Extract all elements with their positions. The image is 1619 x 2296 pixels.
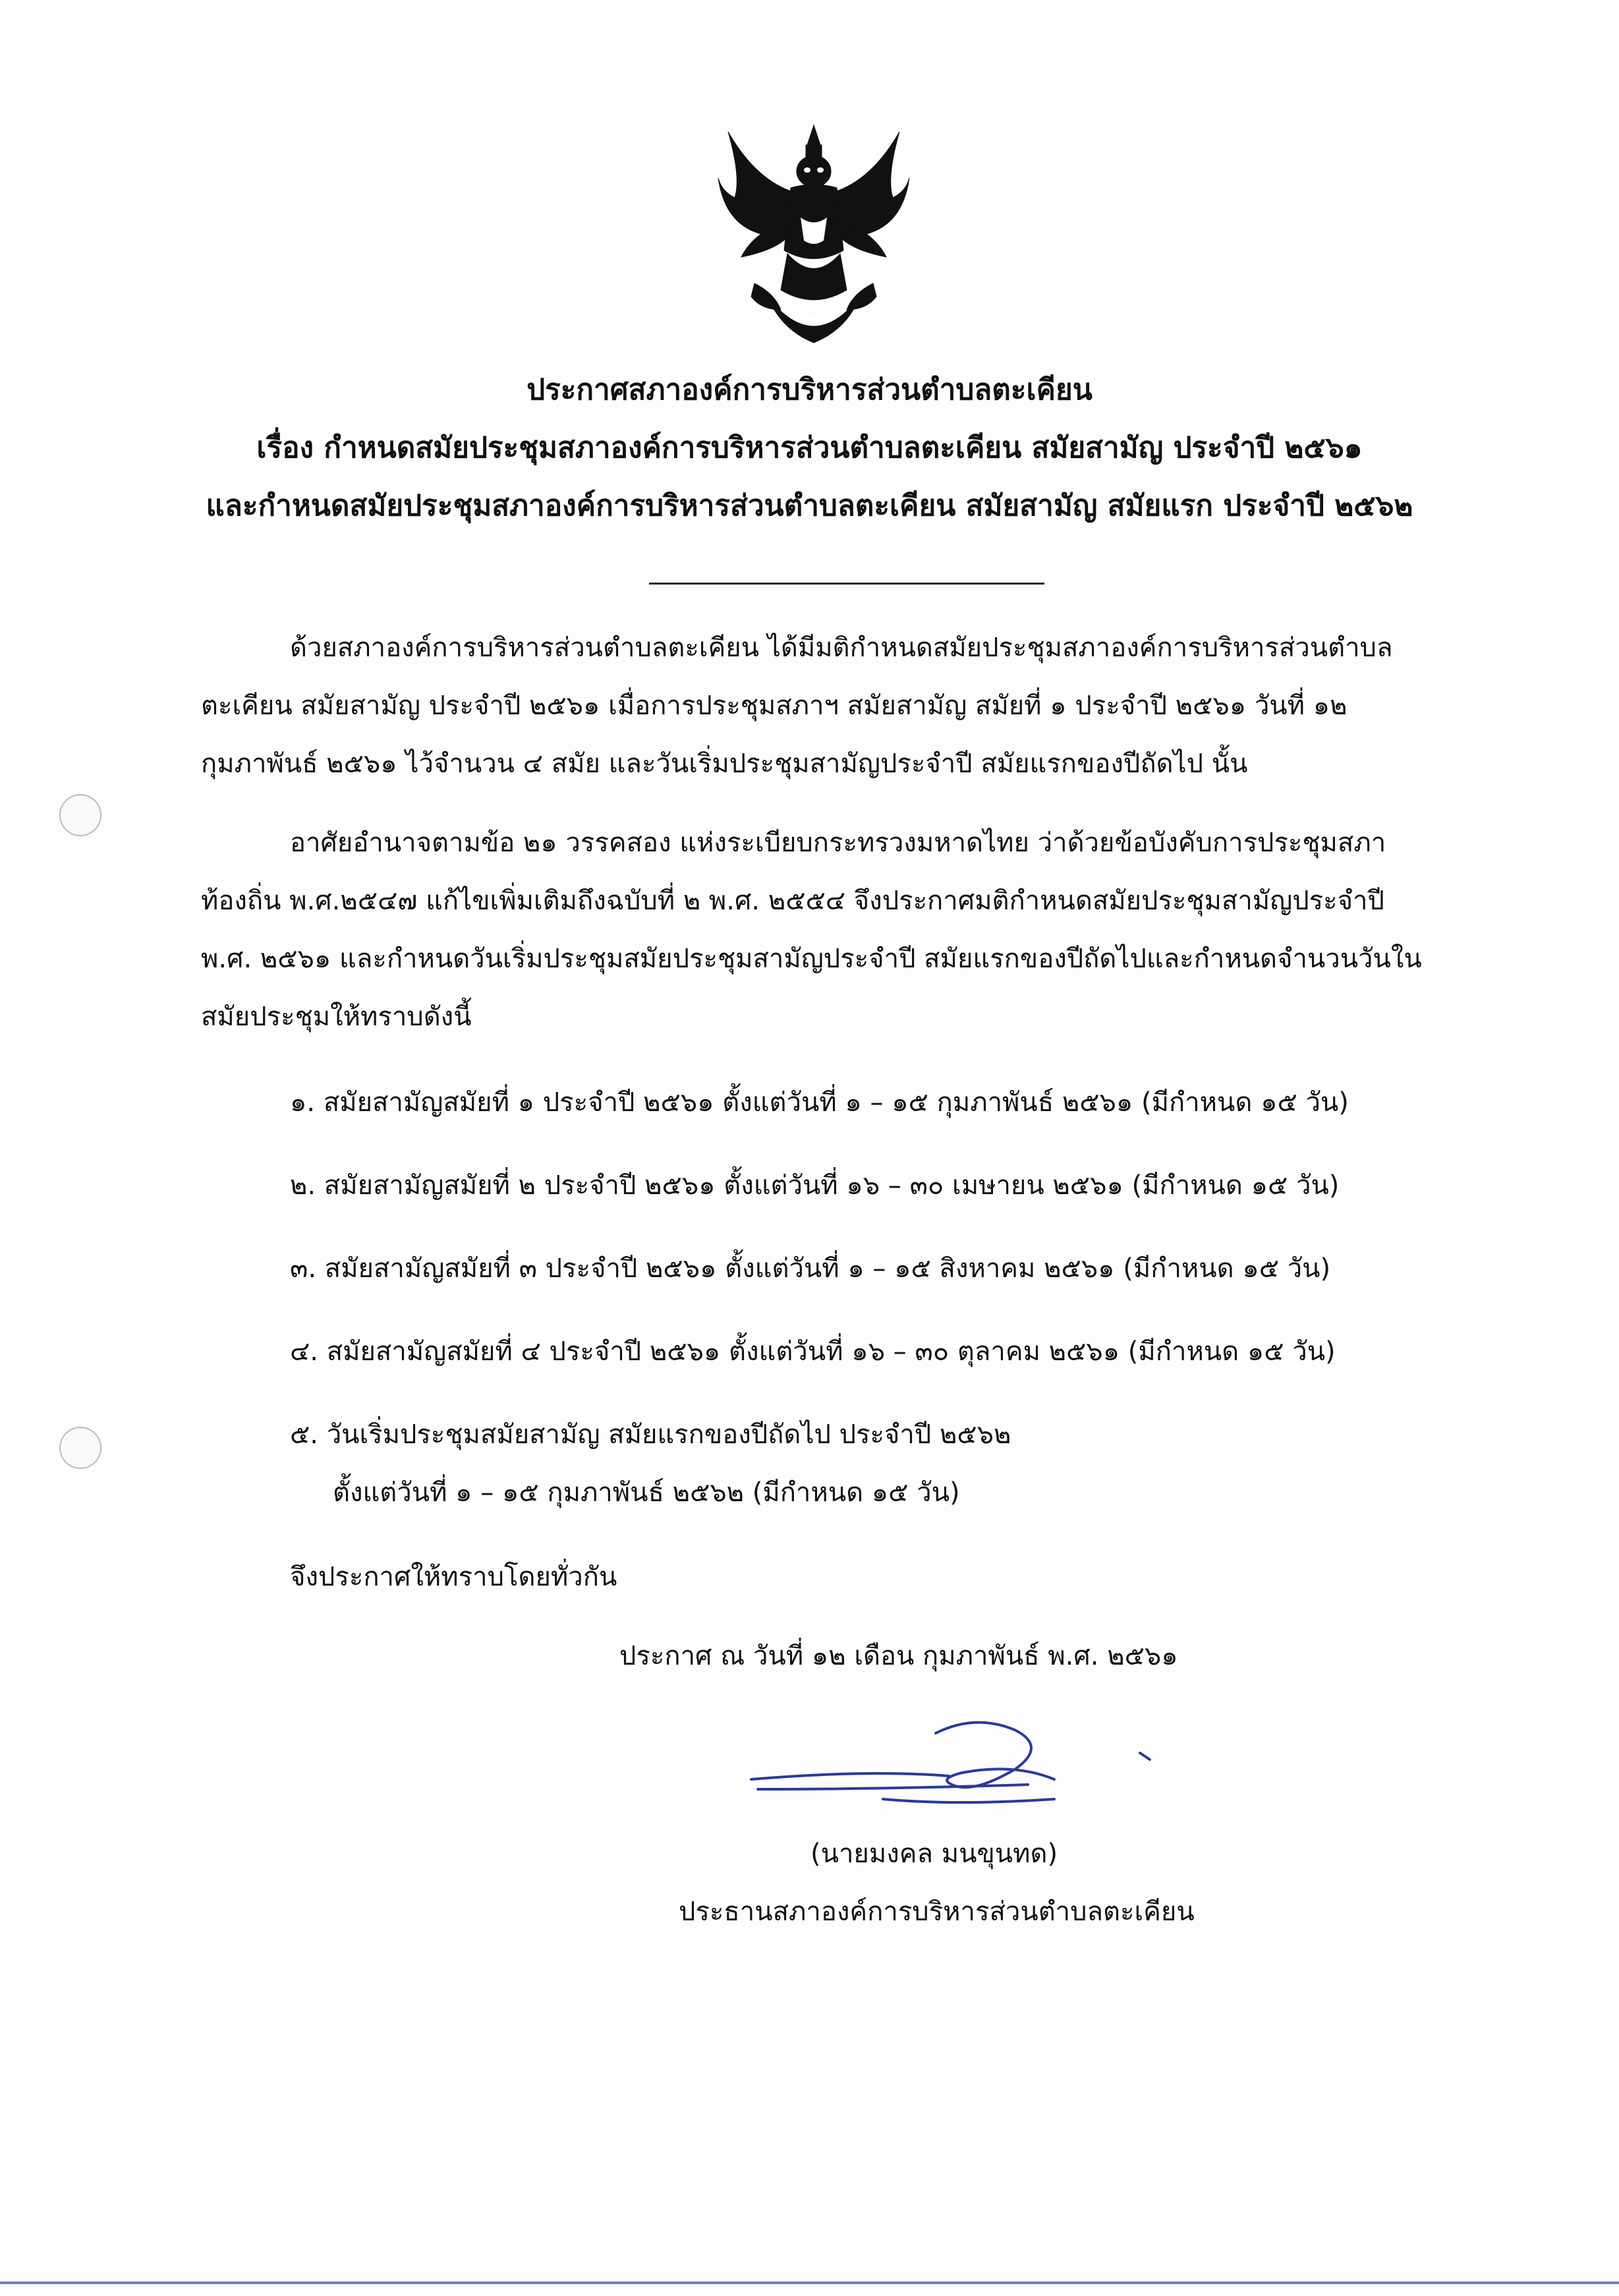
para2-line: สมัยประชุมให้ทราบดังนี้ [201, 1002, 472, 1032]
document-title: ประกาศสภาองค์การบริหารส่วนตำบลตะเคียน [526, 373, 1093, 407]
signer-position: ประธานสภาองค์การบริหารส่วนตำบลตะเคียน [679, 1897, 1195, 1927]
session-item-5: ๕. วันเริ่มประชุมสมัยสามัญ สมัยแรกของปีถัดไป ประจำปี ๒๕๖๒ [290, 1420, 1011, 1450]
para2-line: ท้องถิ่น พ.ศ.๒๕๔๗ แก้ไขเพิ่มเติมถึงฉบับที่ ๒ พ.ศ. ๒๕๕๔ จึงประกาศมติกำหนดสมัยประชุมสามัญประจำปี [201, 886, 1384, 916]
session-item-3: ๓. สมัยสามัญสมัยที่ ๓ ประจำปี ๒๕๖๑ ตั้งแต่วันที่ ๑ – ๑๕ สิงหาคม ๒๕๖๑ (มีกำหนด ๑๕ วัน) [290, 1253, 1331, 1284]
punch-hole [59, 1427, 101, 1469]
para2-line: อาศัยอำนาจตามข้อ ๒๑ วรรคสอง แห่งระเบียบกระทรวงมหาดไทย ว่าด้วยข้อบังคับการประชุมสภา [290, 828, 1386, 858]
session-item-4: ๔. สมัยสามัญสมัยที่ ๔ ประจำปี ๒๕๖๑ ตั้งแต่วันที่ ๑๖ – ๓๐ ตุลาคม ๒๕๖๑ (มีกำหนด ๑๕ วัน) [290, 1336, 1336, 1367]
document-subject-line-2: และกำหนดสมัยประชุมสภาองค์การบริหารส่วนตำบลตะเคียน สมัยสามัญ สมัยแรก ประจำปี ๒๕๖๒ [206, 489, 1413, 523]
session-item-1: ๑. สมัยสามัญสมัยที่ ๑ ประจำปี ๒๕๖๑ ตั้งแต่วันที่ ๑ – ๑๕ กุมภาพันธ์ ๒๕๖๑ (มีกำหนด ๑๕ วัน) [290, 1087, 1349, 1118]
document-subject-line-1: เรื่อง กำหนดสมัยประชุมสภาองค์การบริหารส่วนตำบลตะเคียน สมัยสามัญ ประจำปี ๒๕๖๑ [256, 431, 1363, 465]
signature-scribble [738, 1707, 1199, 1825]
signer-name: (นายมงคล มนขุนทด) [810, 1839, 1058, 1869]
para1-line: ด้วยสภาองค์การบริหารส่วนตำบลตะเคียน ได้มีมติกำหนดสมัยประชุมสภาองค์การบริหารส่วนตำบล [290, 633, 1393, 663]
session-item-5-dates: ตั้งแต่วันที่ ๑ – ๑๕ กุมภาพันธ์ ๒๕๖๒ (มีกำหนด ๑๕ วัน) [333, 1478, 960, 1508]
session-item-2: ๒. สมัยสามัญสมัยที่ ๒ ประจำปี ๒๕๖๑ ตั้งแต่วันที่ ๑๖ – ๓๐ เมษายน ๒๕๖๑ (มีกำหนด ๑๕ วัน) [290, 1170, 1340, 1201]
title-divider [649, 583, 1044, 585]
closing-statement: จึงประกาศให้ทราบโดยทั่วกัน [290, 1562, 617, 1592]
punch-hole [59, 794, 101, 836]
para1-line: ตะเคียน สมัยสามัญ ประจำปี ๒๕๖๑ เมื่อการประชุมสภาฯ สมัยสามัญ สมัยที่ ๑ ประจำปี ๒๕๖๑ วันที่ ๑๒ [201, 691, 1348, 721]
garuda-emblem-icon [715, 119, 913, 356]
announcement-date: ประกาศ ณ วันที่ ๑๒ เดือน กุมภาพันธ์ พ.ศ. ๒๕๖๑ [619, 1641, 1178, 1671]
para1-line: กุมภาพันธ์ ๒๕๖๑ ไว้จำนวน ๔ สมัย และวันเริ่มประชุมสามัญประจำปี สมัยแรกของปีถัดไป นั้น [201, 749, 1248, 779]
para2-line: พ.ศ. ๒๕๖๑ และกำหนดวันเริ่มประชุมสมัยประชุมสามัญประจำปี สมัยแรกของปีถัดไปและกำหนดจำนวนวันใน [201, 944, 1422, 974]
bottom-edge-rule [0, 2282, 1619, 2284]
